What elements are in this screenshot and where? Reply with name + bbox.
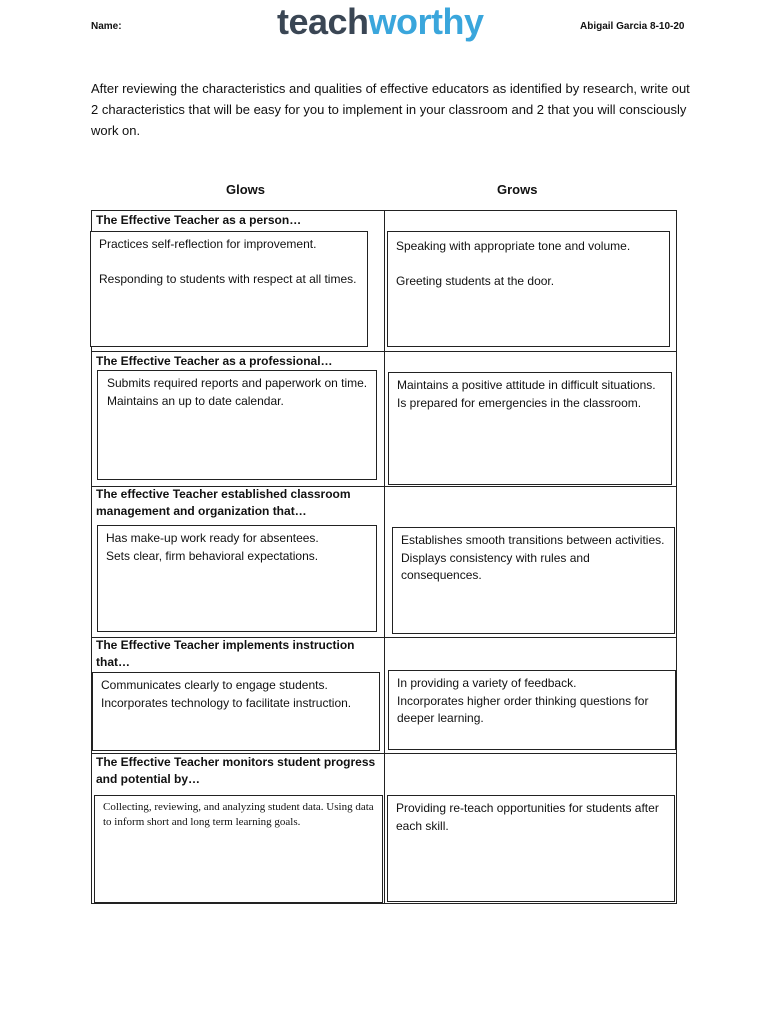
section-title-instruction: The Effective Teacher implements instruction that… [96, 638, 355, 669]
glows-heading: Glows [226, 182, 266, 197]
section-title-monitoring: The Effective Teacher monitors student progress and potential by… [96, 755, 376, 786]
section-title-person: The Effective Teacher as a person… [96, 213, 302, 227]
instructions-text: After reviewing the characteristics and qualities of effective educators as identified by research, write out 2 characteristics that will be easy for you to implement in your classroom and 2 that you will consciously work on. [91, 81, 690, 138]
grow-box-instruction: In providing a variety of feedback. Incorporates higher order thinking questions for deeper learning. [388, 670, 676, 750]
glow-box-professional: Submits required reports and paperwork on time. Maintains an up to date calendar. [97, 370, 377, 480]
grow-box-monitoring: Providing re-teach opportunities for students after each skill. [387, 795, 675, 902]
section-title-management: The effective Teacher established classroom management and organization that… [96, 487, 351, 518]
section-title-professional: The Effective Teacher as a professional… [96, 354, 333, 368]
glow-box-instruction: Communicates clearly to engage students. Incorporates technology to facilitate instruction. [92, 672, 380, 751]
name-label: Name: [91, 21, 122, 32]
glow-box-management: Has make-up work ready for absentees. Sets clear, firm behavioral expectations. [97, 525, 377, 632]
grow-box-person: Speaking with appropriate tone and volume. Greeting students at the door. [387, 231, 670, 347]
glow-box-monitoring: Collecting, reviewing, and analyzing student data. Using data to inform short and long term learning goals. [94, 795, 383, 903]
logo-worthy: worthy [368, 1, 484, 42]
grow-box-professional: Maintains a positive attitude in difficult situations. Is prepared for emergencies in the classroom. [388, 372, 672, 485]
grow-box-management: Establishes smooth transitions between activities. Displays consistency with rules and consequences. [392, 527, 675, 634]
student-name-date: Abigail Garcia 8-10-20 [580, 21, 685, 32]
grows-heading: Grows [497, 182, 538, 197]
teachworthy-logo [277, 2, 484, 52]
column-divider [384, 211, 385, 903]
logo-teach: teach [277, 1, 369, 42]
row-divider [92, 351, 676, 352]
glow-box-person: Practices self-reflection for improvement. Responding to students with respect at all times. [90, 231, 368, 347]
